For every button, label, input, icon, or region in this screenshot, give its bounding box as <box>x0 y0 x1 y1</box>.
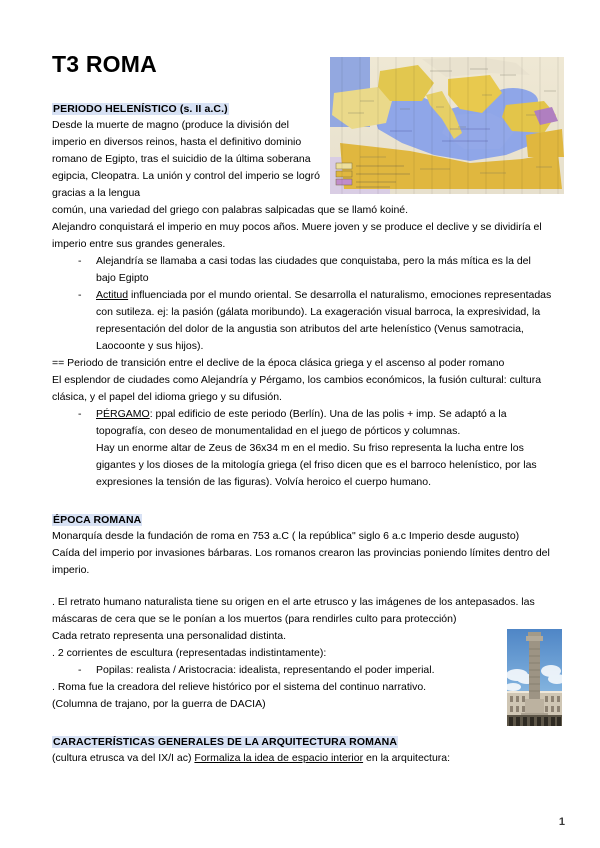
bullet-text: influenciada por el mundo oriental. Se desarrolla el naturalismo, emociones representadas con sutileza. ej: la pasión (gálata moribundo). La exageración visual barroca, la expresividad, la representación del dolor de la angustia son atributos del arte helenístico (Venus samotracia, Laocoonte y sus hijos). <box>96 289 552 353</box>
dot-item-relieve: . Roma fue la creadora del relieve histórico por el sistema del continuo narrativo. <box>52 681 427 694</box>
helenistico-bullet-list <box>52 253 552 355</box>
caracteristicas-post: en la arquitectura: <box>363 752 451 765</box>
list-item <box>52 287 552 355</box>
dot-item-corrientes: . 2 corrientes de escultura (representadas indistintamente): <box>52 647 327 660</box>
line-cada-retrato: Cada retrato representa una personalidad distinta. <box>52 630 287 643</box>
section-heading-epoca-romana <box>52 510 552 528</box>
bullet-text-cont: Hay un enorme altar de Zeus de 36x34 m en el medio. Su friso representa la lucha entre los gigantes y los dioses de la mitología griega (el friso dicen que es el barroco helenístico, por las expresiones la tensión de las figuras). Volvía heroico el cuerpo humano. <box>96 442 537 489</box>
caracteristicas-underlined: Formaliza la idea de espacio interior <box>194 752 364 765</box>
caracteristicas-pre: (cultura etrusca va del IX/I ac) <box>52 752 195 765</box>
list-item <box>52 406 552 440</box>
section-periodo-helenistico <box>52 99 552 491</box>
bullet-dash: - <box>78 255 82 268</box>
corrientes-sub-list <box>52 662 552 679</box>
bullet-keyword-actitud: Actitud <box>96 289 129 302</box>
heading-highlight: PERIODO HELENÍSTICO (s. II a.C.) <box>53 103 228 116</box>
helenistico-transicion: == Periodo de transición entre el declive de la época clásica griega y el ascenso al poder romano <box>52 357 505 370</box>
heading-highlight: CARACTERÍSTICAS GENERALES DE LA ARQUITECTURA ROMANA <box>53 736 398 749</box>
heading-highlight: ÉPOCA ROMANA <box>53 514 142 527</box>
list-item <box>52 662 552 679</box>
page-number: 1 <box>558 816 565 828</box>
section-heading-helenistico <box>52 99 552 117</box>
bullet-dash: - <box>78 289 82 302</box>
pergamo-bullet-list <box>52 406 552 491</box>
helenistico-esplendor: El esplendor de ciudades como Alejandría y Pérgamo, los cambios económicos, la fusión cultural: cultura clásica, y el papel del idioma griego y su difusión. <box>52 374 542 404</box>
caracteristicas-linea <box>52 750 552 767</box>
list-item-continuation <box>52 440 552 491</box>
page-title: T3 ROMA <box>52 51 157 77</box>
line-columna-trajano: (Columna de trajano, por la guerra de DACIA) <box>52 698 266 711</box>
list-item <box>52 253 552 287</box>
bullet-dash: - <box>78 408 82 421</box>
romana-monarquia: Monarquía desde la fundación de roma en 753 a.C ( la república" siglo 6 a.c Imperio desde augusto) <box>52 530 520 543</box>
section-heading-caracteristicas <box>52 732 552 750</box>
bullet-dash: - <box>78 664 82 677</box>
helenistico-intro-narrow: Desde la muerte de magno (produce la división del imperio en diversos reinos, hasta el definitivo dominio romano de Egipto, tras el suicidio de la última soberana egipcia, Cleopatra. La unión y control del imperio se logró gracias a la lengua <box>52 119 320 200</box>
section-caracteristicas-arquitectura <box>52 732 552 767</box>
helenistico-alejandro: Alejandro conquistará el imperio en muy pocos años. Muere joven y se produce el declive y se dividiría el imperio entre sus grandes generales. <box>52 221 542 251</box>
romana-dot-list <box>52 594 552 713</box>
bullet-text: Popilas: realista / Aristocracia: idealista, representando el poder imperial. <box>96 664 435 677</box>
helenistico-intro-cont: común, una variedad del griego con palabras salpicadas que se llamó koiné. <box>52 204 409 217</box>
romana-caida: Caída del imperio por invasiones bárbaras. Los romanos crearon las provincias poniendo límites dentro del imperio. <box>52 547 550 577</box>
section-epoca-romana <box>52 510 552 713</box>
bullet-text: : ppal edificio de este periodo (Berlín). Una de las polis + imp. Se adaptó a la topografía, con deseo de monumentalidad en el juego de pórticos y columnas. <box>96 408 507 438</box>
dot-item-retrato: . El retrato humano naturalista tiene su origen en el arte etrusco y las imágenes de los antepasados. las máscaras de cera que se le ponían a los muertos (para rendirles culto para protección) <box>52 596 535 626</box>
bullet-keyword-pergamo: PÉRGAMO <box>96 408 150 421</box>
document-body <box>52 52 552 767</box>
bullet-text: Alejandría se llamaba a casi todas las ciudades que conquistaba, pero la más mítica es la del bajo Egipto <box>96 255 531 285</box>
